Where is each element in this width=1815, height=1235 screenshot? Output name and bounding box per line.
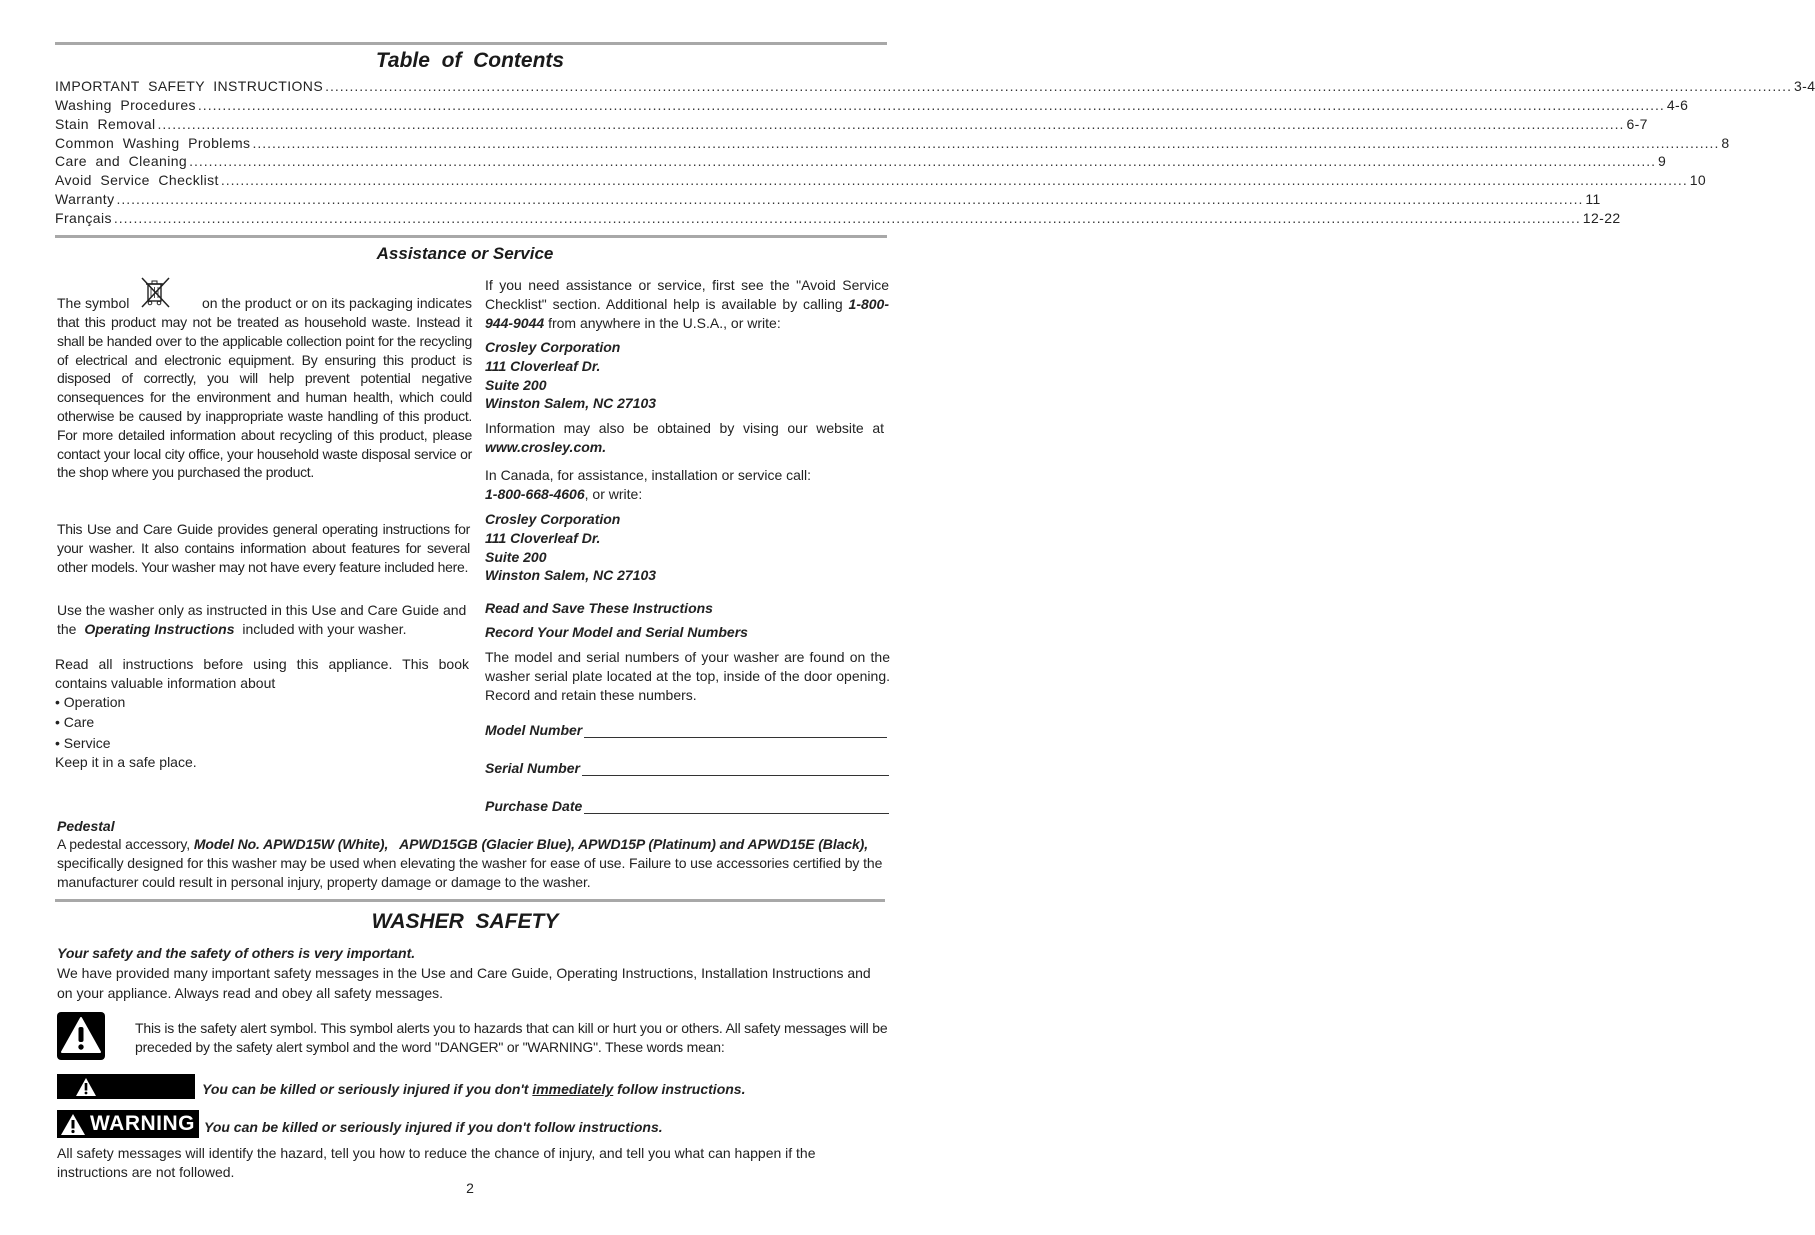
warning-label: WARNING [90, 1112, 195, 1135]
web-pre: Information may also be obtained by vising our website at [485, 420, 884, 436]
bullet-operation: • Operation [55, 694, 126, 710]
model-number-label: Model Number [485, 722, 583, 738]
model-number-field[interactable] [485, 722, 887, 738]
pedestal-pre: A pedestal accessory, [57, 836, 191, 852]
phone-us: 1-800-944-9044 [485, 295, 889, 331]
toc-item-page: 3-4 [1793, 78, 1815, 94]
toc-leader-dots: ............................................................................................................................................................................................................................................................................................................ [325, 78, 1792, 94]
toc-item-label: Avoid Service Checklist [55, 172, 219, 188]
use-pre: Use the washer only as instructed in this Use and Care Guide and the [57, 602, 467, 637]
read-text: Read all instructions before using this appliance. This book contains valuable information about [55, 656, 469, 691]
toc-item-page: 10 [1689, 172, 1707, 188]
toc-item-page: 12-22 [1582, 210, 1621, 226]
serial-text: The model and serial numbers of your washer are found on the washer serial plate located at the top, inside of the door opening. Record and retain these numbers. [485, 649, 890, 703]
toc-item[interactable] [55, 172, 1707, 191]
danger-pre: You can be killed or seriously injured if you don't [202, 1081, 529, 1097]
toc-item[interactable] [55, 135, 1730, 154]
address-line: Suite 200 [485, 548, 547, 565]
purchase-date-label: Purchase Date [485, 798, 583, 814]
toc-leader-dots: ............................................................................................................................................................................................................................................................................................................ [116, 191, 1584, 207]
assist-intro-post: from anywhere in the U.S.A., or write: [548, 314, 781, 331]
address-line: Winston Salem, NC 27103 [485, 567, 657, 584]
bullet-care: • Care [55, 714, 95, 730]
toc-bottom-rule [55, 235, 887, 238]
address-line: Crosley Corporation [485, 511, 621, 527]
address-ca [485, 510, 656, 585]
record-heading: Record Your Model and Serial Numbers [485, 624, 748, 640]
toc-leader-dots: ............................................................................................................................................................................................................................................................................................................ [220, 172, 1688, 188]
canada-line: In Canada, for assistance, installation or service call: [485, 467, 812, 483]
toc-item[interactable] [55, 97, 1689, 116]
phone-ca: 1-800-668-4606 [485, 485, 585, 502]
top-rule [55, 42, 887, 45]
toc-item-page: 6-7 [1626, 116, 1648, 132]
toc-leader-dots: ............................................................................................................................................................................................................................................................................................................ [189, 153, 1657, 169]
danger-underline: immediately [532, 1081, 614, 1097]
warning-triangle-icon [60, 1113, 86, 1136]
keep-text: Keep it in a safe place. [55, 754, 197, 770]
toc-item[interactable] [55, 153, 1667, 172]
symbol-line [57, 294, 472, 313]
toc-item-page: 11 [1585, 191, 1601, 207]
danger-post: follow instructions. [617, 1081, 746, 1097]
serial-number-field[interactable] [485, 760, 889, 776]
toc-item-label: Common Washing Problems [55, 135, 251, 151]
toc-item-page: 4-6 [1666, 97, 1689, 113]
symbol-pre: The symbol [57, 295, 130, 311]
read-save-heading: Read and Save These Instructions [485, 600, 713, 616]
use-post: included with your washer. [242, 620, 407, 637]
toc-item-label: Washing Procedures [55, 97, 196, 113]
address-us [485, 338, 656, 413]
guide-text: This Use and Care Guide provides general operating instructions for your washer. It also contains information about features for several other models. Your washer may not have every feature included here. [57, 521, 470, 575]
address-line: Suite 200 [485, 376, 547, 393]
use-text [57, 601, 472, 639]
pedestal-models: Model No. APWD15W (White), APWD15GB (Glacier Blue), APWD15P (Platinum) and APWD15E (Black), [193, 836, 869, 852]
address-line: 111 Cloverleaf Dr. [485, 357, 601, 374]
purchase-date-field[interactable] [485, 798, 889, 814]
toc-leader-dots: ............................................................................................................................................................................................................................................................................................................ [157, 116, 1625, 132]
toc-item[interactable] [55, 191, 1601, 210]
toc-item-page: 9 [1658, 153, 1667, 169]
toc-item-label: Warranty [55, 191, 115, 207]
warning-triangle-icon [75, 1077, 97, 1097]
warning-text: You can be killed or seriously injured if you don't follow instructions. [204, 1119, 663, 1135]
page-number: 2 [466, 1180, 474, 1196]
canada-text [485, 466, 885, 504]
warning-box [57, 1110, 199, 1138]
safety-intro: We have provided many important safety messages in the Use and Care Guide, Operating Instructions, Installation Instructions and on your appliance. Always read and obey all safety messages. [57, 965, 871, 1001]
toc-item-label: IMPORTANT SAFETY INSTRUCTIONS [55, 78, 324, 94]
toc-item-label: Stain Removal [55, 116, 156, 132]
recycle-text: that this product may not be treated as household waste. Instead it shall be handed over to the applicable collection point for the recycling of electrical and electronic equipment. By ensuring this product is disposed of correctly, you will help prevent potential negative consequences for the environment and human health, which could otherwise be caused by inappropriate waste handling of this product. For more detailed information about recycling of this product, please contact your local city office, your household waste disposal service or the shop where you purchased the product. [57, 314, 472, 481]
address-line: 111 Cloverleaf Dr. [485, 529, 601, 546]
toc-leader-dots: ............................................................................................................................................................................................................................................................................................................ [113, 210, 1581, 226]
toc-item[interactable] [55, 210, 1621, 229]
pedestal-post: specifically designed for this washer may be used when elevating the washer for ease of use. Failure to use accessories certified by the manufacturer could result in personal injury, property damage or damage to the washer. [57, 854, 883, 890]
symbol-post: on the product or on its packaging indicates [201, 295, 472, 311]
toc-item-page: 8 [1721, 135, 1730, 151]
pedestal-title: Pedestal [57, 818, 115, 834]
address-line: Crosley Corporation [485, 339, 621, 355]
canada-post: , or write: [584, 485, 643, 502]
assist-intro [485, 276, 889, 332]
toc-item-label: Français [55, 210, 112, 226]
toc-item-label: Care and Cleaning [55, 153, 188, 169]
safety-title: WASHER SAFETY [371, 910, 559, 933]
toc-leader-dots: ............................................................................................................................................................................................................................................................................................................ [252, 135, 1720, 151]
assist-intro-text: If you need assistance or service, first see the "Avoid Service Checklist" section. Additional help is available by calling [485, 277, 889, 312]
safety-alert-icon [57, 1012, 105, 1060]
address-line: Winston Salem, NC 27103 [485, 395, 657, 412]
toc-leader-dots: ............................................................................................................................................................................................................................................................................................................ [197, 97, 1665, 113]
safety-footer: All safety messages will identify the hazard, tell you how to reduce the chance of injury, and tell you what can happen if the instructions are not followed. [57, 1145, 816, 1180]
pedestal-text [57, 835, 889, 891]
danger-box [57, 1074, 195, 1099]
bullet-service: • Service [55, 735, 111, 751]
danger-text [202, 1080, 745, 1099]
toc-item[interactable] [55, 116, 1648, 135]
toc-title: Table of Contents [375, 49, 565, 72]
website-link[interactable]: www.crosley.com. [485, 438, 607, 455]
safety-rule [55, 899, 885, 902]
website-text [485, 419, 884, 457]
serial-number-label: Serial Number [485, 760, 580, 776]
safety-important: Your safety and the safety of others is very important. [57, 945, 416, 961]
alert-text: This is the safety alert symbol. This symbol alerts you to hazards that can kill or hurt you or others. All safety messages will be preceded by the safety alert symbol and the word "DANGER" or "WARNING". These words mean: [135, 1020, 888, 1055]
assistance-title: Assistance or Service [376, 244, 554, 263]
toc-item[interactable] [55, 78, 1815, 97]
use-bold: Operating Instructions [84, 620, 235, 637]
